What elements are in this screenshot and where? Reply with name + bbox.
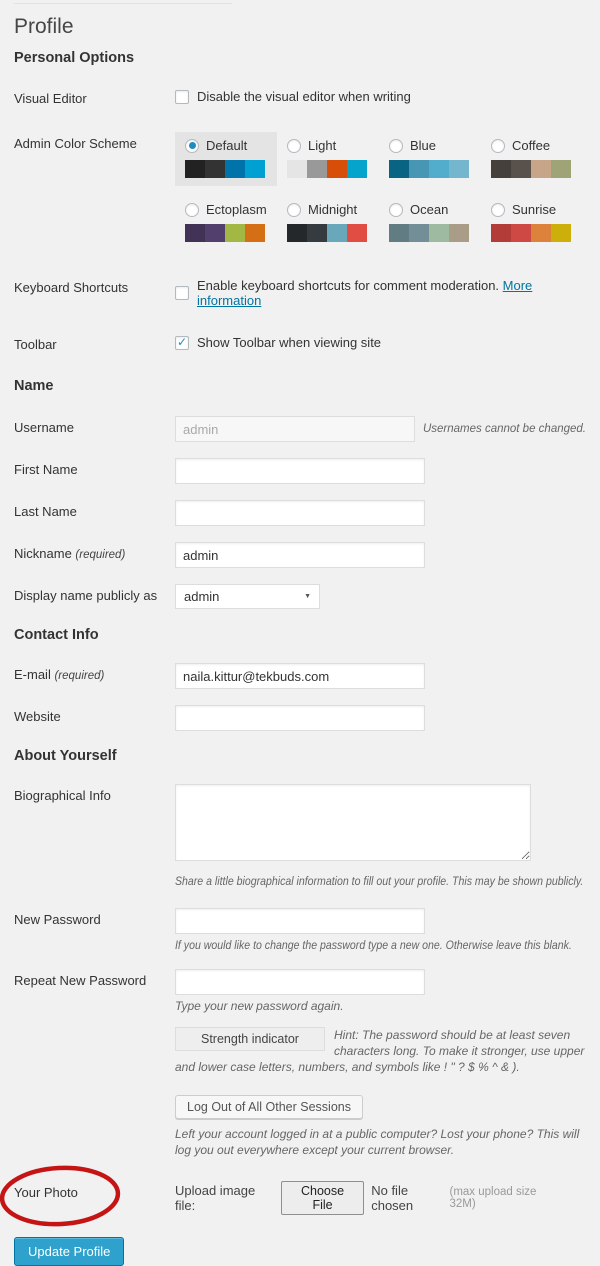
scheme-blue[interactable]: Blue bbox=[379, 132, 481, 186]
color-swatch bbox=[449, 160, 469, 178]
toolbar-checkbox[interactable] bbox=[175, 336, 189, 350]
nickname-row bbox=[14, 542, 586, 568]
section-name: Name bbox=[14, 378, 54, 394]
color-swatch bbox=[429, 160, 449, 178]
profile-page bbox=[0, 3, 600, 1266]
display-name-row bbox=[14, 584, 586, 609]
color-swatch bbox=[185, 160, 205, 178]
bio-note: Share a little biographical information to fill out your profile. This may be shown publicly. bbox=[175, 874, 584, 888]
radio-ectoplasm[interactable] bbox=[185, 203, 199, 217]
scheme-light[interactable]: Light bbox=[277, 132, 379, 186]
email-label: E-mail (required) bbox=[14, 667, 105, 682]
nickname-label: Nickname (required) bbox=[14, 546, 126, 561]
color-swatch bbox=[307, 224, 327, 242]
visual-editor-label: Visual Editor bbox=[14, 91, 87, 106]
username-note: Usernames cannot be changed. bbox=[422, 423, 586, 435]
keyboard-shortcuts-checkbox-label: Enable keyboard shortcuts for comment moderation. More information bbox=[197, 278, 533, 308]
email-input[interactable] bbox=[175, 663, 425, 689]
no-file-chosen-text: No file chosen bbox=[371, 1183, 414, 1213]
color-swatch bbox=[551, 160, 571, 178]
keyboard-shortcuts-label: Keyboard Shortcuts bbox=[14, 280, 129, 295]
color-swatch bbox=[245, 224, 265, 242]
color-swatch bbox=[205, 224, 225, 242]
toolbar-label: Toolbar bbox=[14, 337, 57, 352]
color-swatch bbox=[225, 224, 245, 242]
sessions-block bbox=[175, 1095, 586, 1158]
username-row bbox=[14, 416, 586, 442]
display-name-selected-value: admin bbox=[184, 589, 220, 604]
radio-midnight[interactable] bbox=[287, 203, 301, 217]
photo-label: Your Photo bbox=[14, 1185, 78, 1200]
scheme-sunrise[interactable]: Sunrise bbox=[481, 196, 583, 250]
scheme-ocean[interactable]: Ocean bbox=[379, 196, 481, 250]
scheme-ectoplasm[interactable]: Ectoplasm bbox=[175, 196, 277, 250]
color-swatch bbox=[205, 160, 225, 178]
new-password-input[interactable] bbox=[175, 908, 425, 934]
display-name-select[interactable] bbox=[175, 584, 320, 609]
top-divider bbox=[14, 3, 232, 4]
website-input[interactable] bbox=[175, 705, 425, 731]
photo-row bbox=[14, 1181, 586, 1215]
toolbar-checkbox-label: Show Toolbar when viewing site bbox=[197, 335, 382, 350]
new-password-note: If you would like to change the password type a new one. Otherwise leave this blank. bbox=[175, 938, 572, 952]
website-label: Website bbox=[14, 709, 61, 724]
first-name-input[interactable] bbox=[175, 458, 425, 484]
more-information-link[interactable]: More information bbox=[197, 278, 533, 308]
update-profile-button[interactable]: Update Profile bbox=[14, 1237, 124, 1266]
color-swatch bbox=[409, 224, 429, 242]
color-swatch bbox=[551, 224, 571, 242]
color-swatch bbox=[389, 160, 409, 178]
checkmark-icon: ✓ bbox=[176, 334, 188, 349]
color-swatch bbox=[531, 224, 551, 242]
section-personal-options: Personal Options bbox=[14, 50, 135, 66]
color-swatch bbox=[511, 224, 531, 242]
color-scheme-row bbox=[14, 132, 586, 250]
new-password-row bbox=[14, 908, 586, 953]
bio-label: Biographical Info bbox=[14, 788, 111, 803]
scheme-midnight[interactable]: Midnight bbox=[277, 196, 379, 250]
last-name-row bbox=[14, 500, 586, 526]
first-name-label: First Name bbox=[14, 462, 78, 477]
color-swatch bbox=[307, 160, 327, 178]
bio-textarea[interactable] bbox=[175, 784, 531, 861]
color-swatch bbox=[347, 160, 367, 178]
repeat-password-note: Type your new password again. bbox=[175, 999, 344, 1013]
radio-sunrise[interactable] bbox=[491, 203, 505, 217]
color-swatch bbox=[287, 160, 307, 178]
radio-light[interactable] bbox=[287, 139, 301, 153]
color-scheme-grid bbox=[175, 132, 587, 250]
radio-default[interactable] bbox=[185, 139, 199, 153]
color-swatch bbox=[531, 160, 551, 178]
scheme-default[interactable]: Default bbox=[175, 132, 277, 186]
max-upload-size-note: (max upload size 32M) bbox=[449, 1186, 537, 1210]
visual-editor-checkbox[interactable] bbox=[175, 90, 189, 104]
color-swatch bbox=[491, 160, 511, 178]
new-password-label: New Password bbox=[14, 912, 101, 927]
color-swatch bbox=[185, 224, 205, 242]
username-input bbox=[175, 416, 415, 442]
password-hint: Hint: The password should be at least seven characters long. To make it stronger, use upper and lower case letters, numbers, and symbols like ! " ? $ % ^ & ). bbox=[175, 1028, 585, 1074]
strength-indicator: Strength indicator bbox=[175, 1027, 325, 1051]
section-about-yourself: About Yourself bbox=[14, 748, 117, 764]
color-swatch bbox=[449, 224, 469, 242]
last-name-label: Last Name bbox=[14, 504, 77, 519]
radio-coffee[interactable] bbox=[491, 139, 505, 153]
keyboard-shortcuts-row bbox=[14, 276, 586, 308]
color-swatch bbox=[327, 224, 347, 242]
upload-image-file-label: Upload image file: bbox=[175, 1183, 256, 1213]
logout-sessions-note: Left your account logged in at a public computer? Lost your phone? This will log you out everywhere except your current browser. bbox=[175, 1127, 580, 1157]
page-title: Profile bbox=[14, 15, 74, 38]
username-label: Username bbox=[14, 420, 74, 435]
submit-block bbox=[14, 1237, 586, 1266]
repeat-password-row bbox=[14, 969, 586, 1014]
repeat-password-input[interactable] bbox=[175, 969, 425, 995]
nickname-input[interactable] bbox=[175, 542, 425, 568]
keyboard-shortcuts-checkbox[interactable] bbox=[175, 286, 189, 300]
choose-file-button[interactable]: Choose File bbox=[281, 1181, 364, 1215]
repeat-password-label: Repeat New Password bbox=[14, 973, 147, 988]
color-swatch bbox=[287, 224, 307, 242]
website-row bbox=[14, 705, 586, 731]
visual-editor-row bbox=[14, 87, 586, 107]
radio-ocean[interactable] bbox=[389, 203, 403, 217]
display-name-label: Display name publicly as bbox=[14, 588, 158, 603]
radio-blue[interactable] bbox=[389, 139, 403, 153]
visual-editor-checkbox-label: Disable the visual editor when writing bbox=[197, 89, 411, 104]
color-swatch bbox=[347, 224, 367, 242]
color-scheme-label: Admin Color Scheme bbox=[14, 136, 137, 151]
toolbar-row bbox=[14, 333, 586, 353]
color-swatch bbox=[409, 160, 429, 178]
first-name-row bbox=[14, 458, 586, 484]
chevron-down-icon: ▼ bbox=[304, 593, 311, 600]
bio-row bbox=[14, 784, 586, 889]
last-name-input[interactable] bbox=[175, 500, 425, 526]
color-swatch bbox=[511, 160, 531, 178]
logout-sessions-button[interactable]: Log Out of All Other Sessions bbox=[175, 1095, 363, 1119]
color-swatch bbox=[389, 224, 409, 242]
color-swatch bbox=[225, 160, 245, 178]
password-strength-block bbox=[175, 1027, 586, 1075]
email-row bbox=[14, 663, 586, 689]
color-swatch bbox=[491, 224, 511, 242]
color-swatch bbox=[429, 224, 449, 242]
section-contact-info: Contact Info bbox=[14, 627, 99, 643]
scheme-coffee[interactable]: Coffee bbox=[481, 132, 583, 186]
color-swatch bbox=[327, 160, 347, 178]
color-swatch bbox=[245, 160, 265, 178]
